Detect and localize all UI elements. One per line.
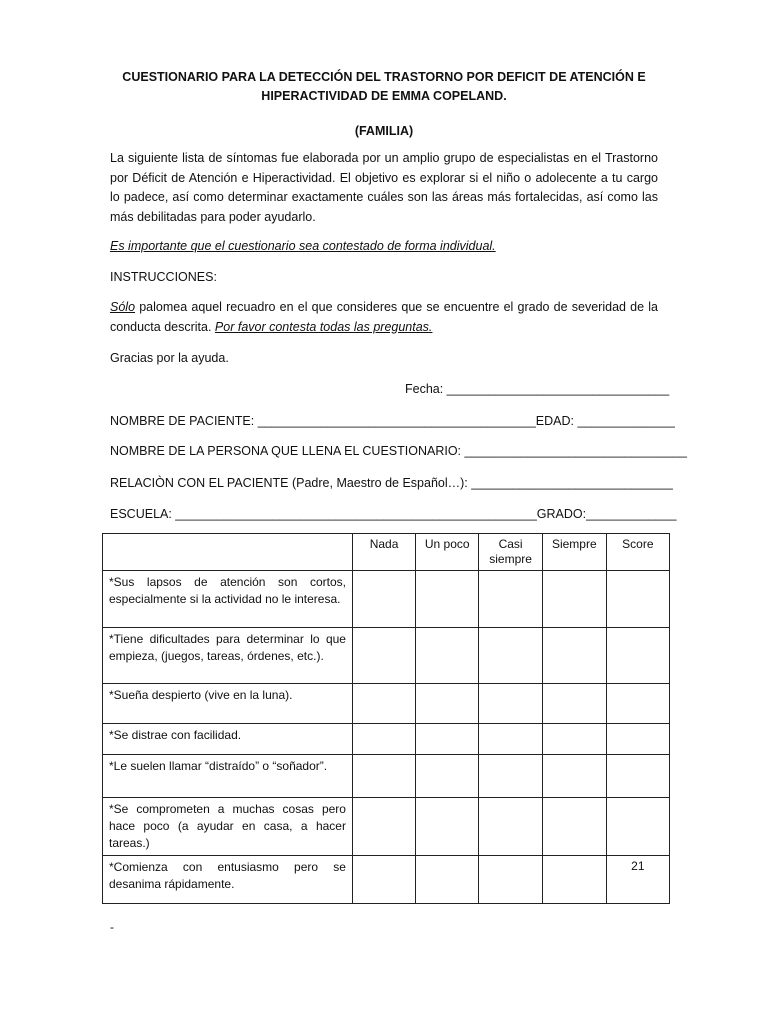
score-cell[interactable] xyxy=(606,798,669,856)
fecha-field[interactable]: Fecha: ________________________________ xyxy=(405,382,670,396)
option-casi-siempre-cell[interactable] xyxy=(479,755,543,798)
important-note xyxy=(110,237,658,257)
score-cell[interactable] xyxy=(606,724,669,755)
thanks-text: Gracias por la ayuda. xyxy=(110,351,229,365)
option-un-poco-cell[interactable] xyxy=(416,724,479,755)
option-un-poco-cell[interactable] xyxy=(416,628,479,684)
document-subtitle: (FAMILIA) xyxy=(354,124,414,138)
instructions-solo: Sólo xyxy=(110,300,136,314)
respondent-name-field[interactable]: NOMBRE DE LA PERSONA QUE LLENA EL CUESTIONARIO: ________________________________ xyxy=(110,444,687,458)
option-casi-siempre-cell[interactable] xyxy=(479,724,543,755)
option-siempre-cell[interactable] xyxy=(542,798,606,856)
option-un-poco-cell[interactable] xyxy=(416,798,479,856)
instructions-please: Por favor contesta todas las preguntas. xyxy=(214,319,433,334)
important-note-text: Es importante que el cuestionario sea contestado de forma individual. xyxy=(110,239,496,253)
relationship-field[interactable]: RELACIÒN CON EL PACIENTE (Padre, Maestro de Español…): _____________________________ xyxy=(110,476,673,490)
header-casi-siempre: Casi siempre xyxy=(479,534,543,571)
instructions-text: palomea aquel recuadro en el que consideres que se encuentre el grado de severidad de la conducta descrita. xyxy=(110,300,658,334)
title-line-1: CUESTIONARIO PARA LA DETECCIÓN DEL TRASTORNO POR DEFICIT DE ATENCIÓN E xyxy=(122,70,646,84)
table-header-row xyxy=(103,534,670,571)
school-field[interactable]: ESCUELA: ____________________________________________________GRADO:_____________ xyxy=(110,507,677,521)
option-casi-siempre-cell[interactable] xyxy=(479,856,543,904)
header-siempre: Siempre xyxy=(542,534,606,571)
item-text: *Le suelen llamar “distraído” o “soñador”. xyxy=(103,755,353,798)
item-text: *Sueña despierto (vive en la luna). xyxy=(103,684,353,724)
table-row xyxy=(103,571,670,628)
option-nada-cell[interactable] xyxy=(352,724,415,755)
item-text: *Tiene dificultades para determinar lo que empieza, (juegos, tareas, órdenes, etc.). xyxy=(103,628,353,684)
header-score: Score xyxy=(606,534,669,571)
score-cell[interactable] xyxy=(606,755,669,798)
option-casi-siempre-cell[interactable] xyxy=(479,628,543,684)
header-item xyxy=(103,534,353,571)
intro-paragraph: La siguiente lista de síntomas fue elaborada por un amplio grupo de especialistas en el Trastorno por Déficit de Atención e Hiperactividad. El objetivo es explorar si el niño o adolecente a tu cargo lo padece, así como determinar exactamente cuáles son las áreas más fortalecidas, así como las más debilitadas para poder ayudarlo. xyxy=(110,151,658,224)
table-row xyxy=(103,628,670,684)
option-nada-cell[interactable] xyxy=(352,856,415,904)
title-line-2: HIPERACTIVIDAD DE EMMA COPELAND. xyxy=(261,89,507,103)
option-nada-cell[interactable] xyxy=(352,798,415,856)
instructions-heading: INSTRUCCIONES: xyxy=(110,270,217,284)
header-nada: Nada xyxy=(352,534,415,571)
document-title xyxy=(110,68,658,106)
table-row xyxy=(103,684,670,724)
option-nada-cell[interactable] xyxy=(352,755,415,798)
table-row xyxy=(103,856,670,904)
score-cell[interactable] xyxy=(606,628,669,684)
item-text: *Se distrae con facilidad. xyxy=(103,724,353,755)
item-text: *Sus lapsos de atención son cortos, especialmente si la actividad no le interesa. xyxy=(103,571,353,628)
footer-mark: - xyxy=(110,920,114,934)
option-un-poco-cell[interactable] xyxy=(416,856,479,904)
option-un-poco-cell[interactable] xyxy=(416,684,479,724)
option-nada-cell[interactable] xyxy=(352,628,415,684)
table-row xyxy=(103,798,670,856)
score-cell[interactable] xyxy=(606,684,669,724)
table-row xyxy=(103,755,670,798)
item-text: *Se comprometen a muchas cosas pero hace poco (a ayudar en casa, a hacer tareas.) xyxy=(103,798,353,856)
option-un-poco-cell[interactable] xyxy=(416,755,479,798)
item-text: *Comienza con entusiasmo pero se desanima rápidamente. xyxy=(103,856,353,904)
score-cell[interactable]: 21 xyxy=(606,856,669,904)
option-nada-cell[interactable] xyxy=(352,684,415,724)
patient-name-field[interactable]: NOMBRE DE PACIENTE: ________________________________________EDAD: ______________ xyxy=(110,414,675,428)
option-casi-siempre-cell[interactable] xyxy=(479,571,543,628)
option-siempre-cell[interactable] xyxy=(542,755,606,798)
score-cell[interactable] xyxy=(606,571,669,628)
option-siempre-cell[interactable] xyxy=(542,684,606,724)
header-un-poco: Un poco xyxy=(416,534,479,571)
option-siempre-cell[interactable] xyxy=(542,628,606,684)
option-siempre-cell[interactable] xyxy=(542,856,606,904)
option-casi-siempre-cell[interactable] xyxy=(479,684,543,724)
symptom-table xyxy=(102,533,670,904)
option-un-poco-cell[interactable] xyxy=(416,571,479,628)
table-row xyxy=(103,724,670,755)
option-nada-cell[interactable] xyxy=(352,571,415,628)
instructions-paragraph xyxy=(110,298,658,337)
option-siempre-cell[interactable] xyxy=(542,724,606,755)
option-siempre-cell[interactable] xyxy=(542,571,606,628)
option-casi-siempre-cell[interactable] xyxy=(479,798,543,856)
